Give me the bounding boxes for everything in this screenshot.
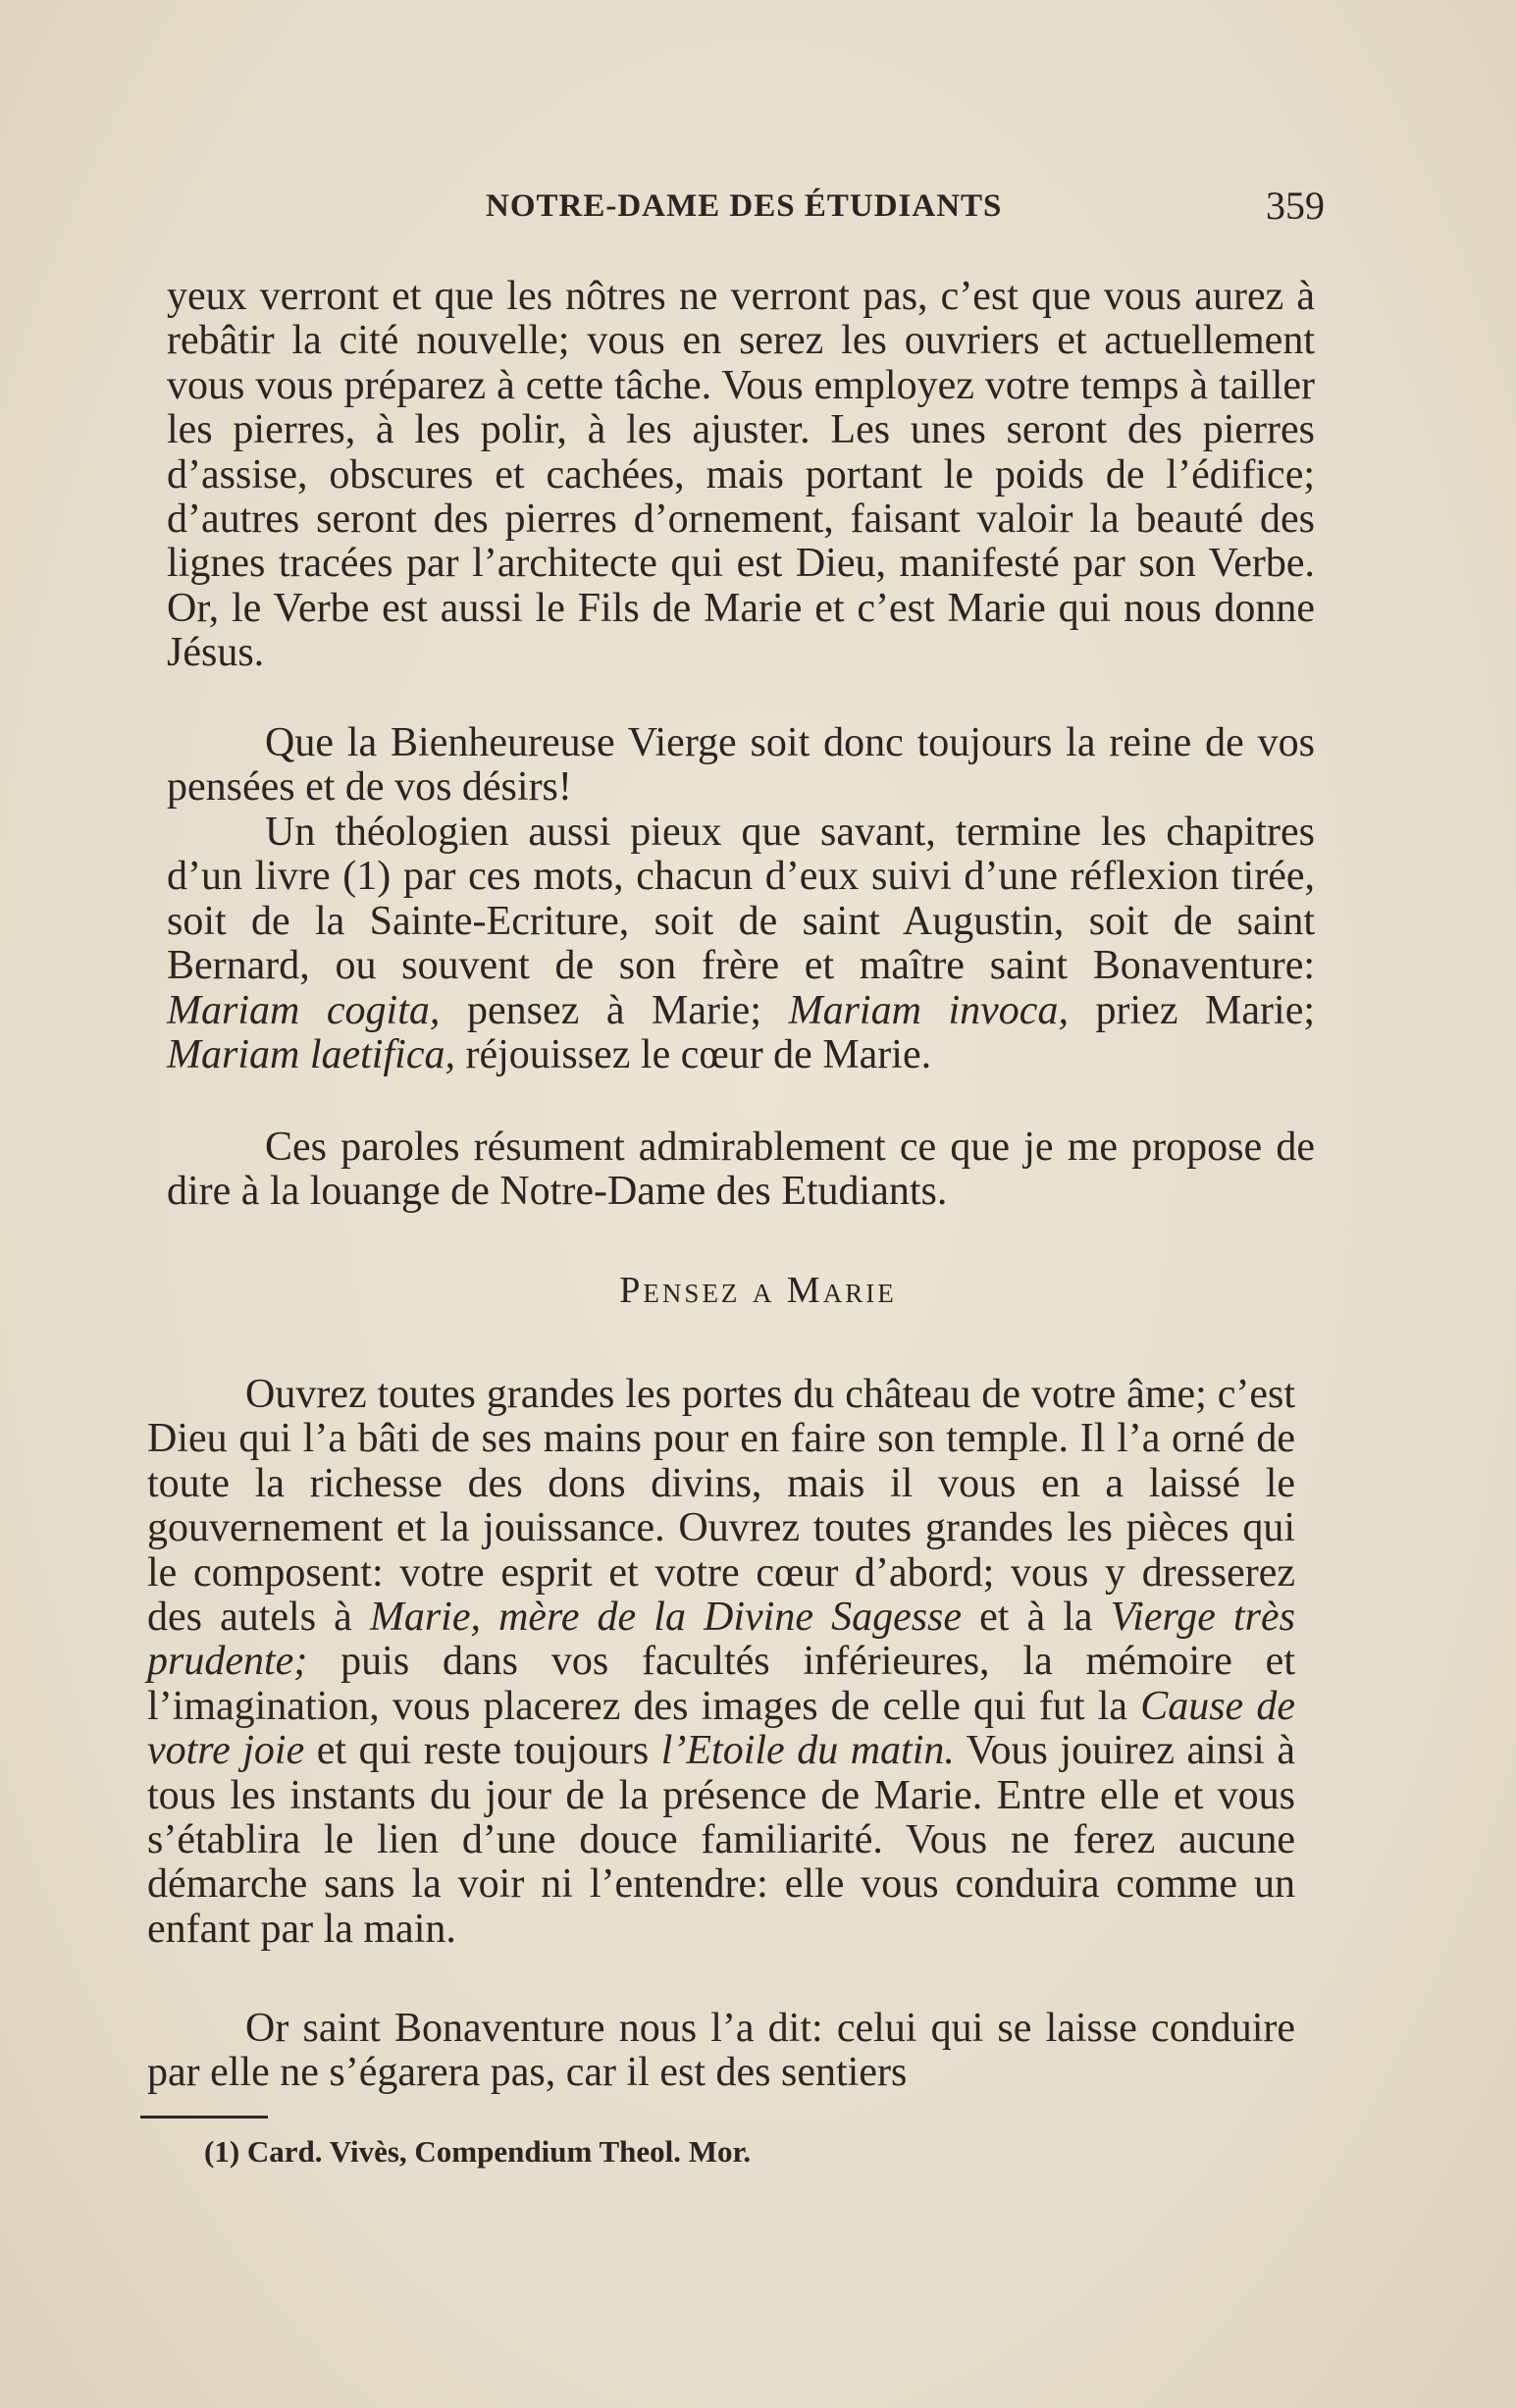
section-heading: Pensez a Marie [619,1270,897,1311]
paragraph-5-text: et à la [962,1595,1111,1641]
italic-phrase: l’Etoile du matin. [660,1728,955,1774]
italic-phrase: Cause de votre joie [147,1683,1295,1774]
paragraph-1: yeux verront et que les nôtres ne verront pas, c’est que vous aurez à rebâtir la cité nouvelle; vous en serez les ouvriers et actuellement vous vous préparez à cette tâche. Vous employez votre temps à tailler les pierres, à les polir, à les ajuster. Les unes seront des pierres d’assise, obscures et cachées, mais portant le poids de l’édifice; d’autres seront des pierres d’ornement, faisant valoir la beauté des lignes tracées par l’architecte qui est Dieu, manifesté par son Verbe. Or, le Verbe est aussi le Fils de Marie et c’est Marie qui nous donne Jésus. [167,274,1315,676]
italic-phrase: Vierge très prudente; [147,1595,1296,1685]
paragraph-5 [147,1373,1295,1952]
paragraph-3-text: priez Marie; [1068,987,1315,1033]
paragraph-4: Ces paroles résument admirablement ce que je me propose de dire à la louange de Notre-Dame des Etudiants. [167,1125,1315,1215]
footnote-divider [140,2116,268,2119]
paragraph-6: Or saint Bonaventure nous l’a dit: celui qui se laisse conduire par elle ne s’égarera pas, car il est des sentiers [147,2006,1295,2096]
italic-phrase: Marie, mère de la Divine Sagesse [369,1595,963,1641]
paragraph-5-text: et qui reste toujours [304,1728,661,1774]
paragraph-3-text: réjouissez le cœur de Marie. [454,1032,932,1078]
latin-phrase: Mariam laetifica, [167,1032,455,1078]
running-head: NOTRE-DAME DES ÉTUDIANTS [486,188,1003,224]
footnote: (1) Card. Vivès, Compendium Theol. Mor. [204,2134,752,2169]
paragraph-5-text: puis dans vos facultés inférieures, la mémoire et l’imagination, vous placerez des images de celle qui fut la [147,1639,1295,1729]
paragraph-3 [167,811,1315,1077]
latin-phrase: Mariam invoca, [788,987,1069,1033]
paragraph-5-text: Ouvrez toutes grandes les portes du château de votre âme; c’est Dieu qui l’a bâti de ses mains pour en faire son temple. Il l’a orné de toute la richesse des dons divins, mais il vous en a laissé le gouvernement et la jouissance. Ouvrez toutes grandes les pièces qui le composent: votre esprit et votre cœur d’abord; vous y dresserez des autels à [147,1372,1295,1641]
paragraph-2: Que la Bienheureuse Vierge soit donc toujours la reine de vos pensées et de vos désirs! [167,720,1315,811]
latin-phrase: Mariam cogita, [167,987,441,1033]
paragraph-5-text: Vous jouirez ainsi à tous les instants du jour de la présence de Marie. Entre elle et vous s’établira le lien d’une douce familiarité. Vous ne ferez aucune démarche sans la voir ni l’entendre: elle vous conduira comme un enfant par la main. [147,1728,1295,1952]
paragraph-3-text: Un théologien aussi pieux que savant, termine les chapitres d’un livre (1) par ces mots, chacun d’eux suivi d’une réflexion tirée, soit de la Sainte-Ecriture, soit de saint Augustin, soit de saint Bernard, ou souvent de son frère et maître saint Bonaventure: [167,810,1315,989]
page-header [486,183,1325,232]
page-number: 359 [1266,183,1325,228]
paragraph-3-text: pensez à Marie; [440,987,789,1033]
